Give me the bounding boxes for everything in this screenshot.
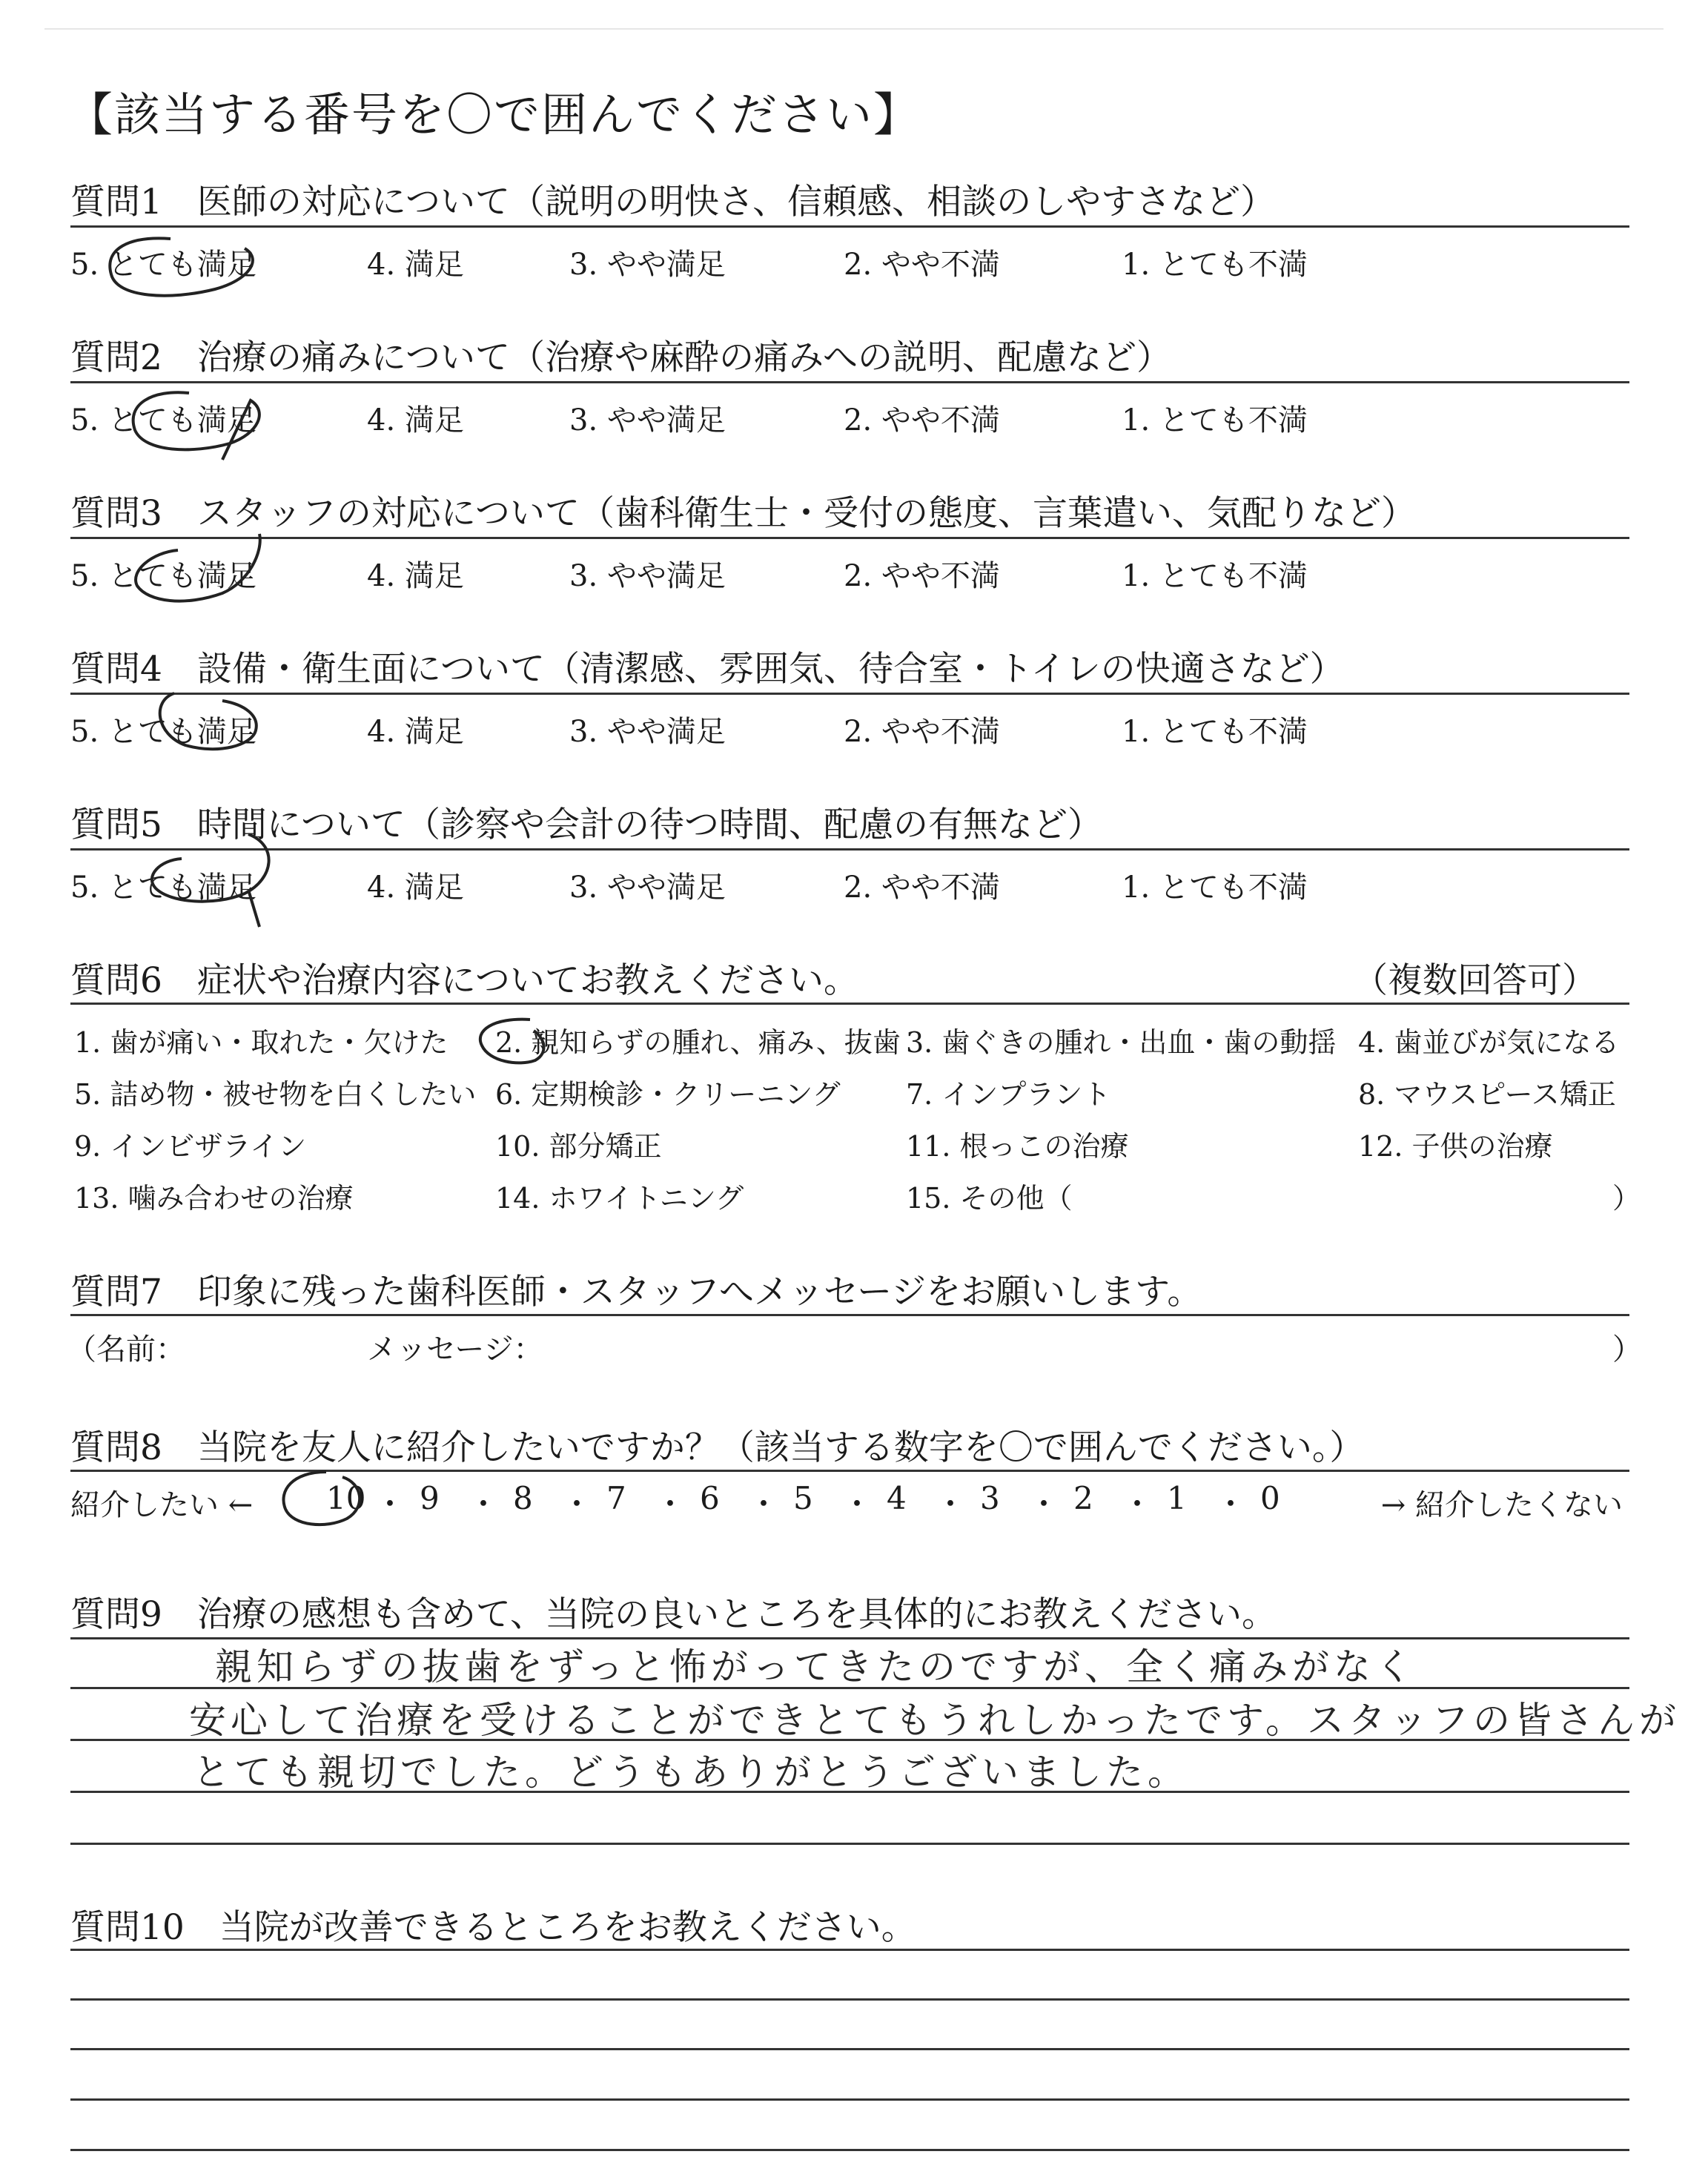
q5-option-1[interactable]: 1. とても不満 [1122,871,1308,905]
q4-option-3[interactable]: 3. やや満足 [569,715,726,749]
question-1-rule [70,225,1629,228]
q6-item-14[interactable]: 14. ホワイトニング [495,1182,744,1215]
question-8-rule [70,1470,1629,1472]
q8-scale-separator: ・ [374,1486,406,1522]
q2-option-4[interactable]: 4. 満足 [367,403,464,437]
question-4-rule [70,693,1629,695]
q8-left-label: 紹介したい ← [70,1488,254,1522]
q4-option-2[interactable]: 2. やや不満 [844,715,1000,749]
q7-name-label: （名前： [67,1332,185,1367]
question-10-rule-3 [70,2048,1629,2050]
q6-item-3[interactable]: 3. 歯ぐきの腫れ・出血・歯の動揺 [906,1026,1337,1059]
q8-scale-7[interactable]: 7 [606,1480,626,1516]
q3-option-1[interactable]: 1. とても不満 [1122,559,1308,593]
q6-item-2[interactable]: 2. 親知らずの腫れ、痛み、抜歯 [495,1026,901,1059]
q1-option-5[interactable]: 5. とても満足 [70,248,256,282]
question-5-title: 質問5 時間について（診察や会計の待つ時間、配慮の有無など） [70,805,1102,845]
q8-scale-1[interactable]: 1 [1167,1480,1187,1516]
question-10-rule-4 [70,2098,1629,2101]
question-10-rule-5 [70,2149,1629,2151]
q1-option-4[interactable]: 4. 満足 [367,248,464,282]
q8-scale-separator: ・ [748,1486,780,1522]
q9-answer-line-1: 親知らずの抜歯をずっと怖がってきたのですが、全く痛みがなく [215,1645,1417,1688]
q2-option-2[interactable]: 2. やや不満 [844,403,1000,437]
q6-item-7[interactable]: 7. インプラント [906,1078,1111,1111]
q6-item-15[interactable]: 15. その他（ [906,1182,1073,1215]
q8-scale-6[interactable]: 6 [700,1480,720,1516]
question-1-title: 質問1 医師の対応について（説明の明快さ、信頼感、相談のしやすさなど） [70,182,1276,222]
q8-scale-separator: ・ [561,1486,593,1522]
question-8-title: 質問8 当院を友人に紹介したいですか？（該当する数字を〇で囲んでください。） [70,1427,1365,1468]
question-9-title: 質問9 治療の感想も含めて、当院の良いところを具体的にお教えください。 [70,1594,1277,1635]
q8-scale-separator: ・ [935,1486,967,1522]
q8-scale-8[interactable]: 8 [513,1480,533,1516]
q5-option-5[interactable]: 5. とても満足 [70,871,256,905]
page-top-edge [44,28,1664,30]
q3-option-5[interactable]: 5. とても満足 [70,559,256,593]
q1-option-3[interactable]: 3. やや満足 [569,248,726,282]
q8-scale-2[interactable]: 2 [1073,1480,1093,1516]
q8-scale-separator: ・ [841,1486,873,1522]
question-3-title: 質問3 スタッフの対応について（歯科衛生士・受付の態度、言葉遣い、気配りなど） [70,493,1416,534]
q8-right-label: → 紹介したくない [1380,1488,1623,1522]
q8-scale-4[interactable]: 4 [887,1480,907,1516]
question-5-rule [70,848,1629,851]
q6-item-9[interactable]: 9. インビザライン [74,1130,307,1163]
question-10-rule-2 [70,1998,1629,2001]
q9-answer-line-2: 安心して治療を受けることができとてもうれしかったです。スタッフの皆さんが [189,1699,1681,1742]
q6-item-6[interactable]: 6. 定期検診・クリーニング [495,1078,841,1111]
q8-scale-10[interactable]: 10 [326,1480,366,1516]
q6-item-11[interactable]: 11. 根っこの治療 [906,1130,1129,1163]
q6-item-8[interactable]: 8. マウスピース矯正 [1358,1078,1616,1111]
question-6-rule [70,1003,1629,1005]
q8-scale-3[interactable]: 3 [980,1480,1000,1516]
q6-item-5[interactable]: 5. 詰め物・被せ物を白くしたい [74,1078,477,1111]
q8-scale-0[interactable]: 0 [1260,1480,1280,1516]
q6-item-15-close: ） [1612,1182,1641,1215]
q8-scale-9[interactable]: 9 [420,1480,440,1516]
q4-option-1[interactable]: 1. とても不満 [1122,715,1308,749]
q8-scale-separator: ・ [1028,1486,1060,1522]
q2-option-1[interactable]: 1. とても不満 [1122,403,1308,437]
question-9-rule-5 [70,1843,1629,1845]
q2-option-5[interactable]: 5. とても満足 [70,403,256,437]
question-10-rule-1 [70,1949,1629,1951]
q3-option-3[interactable]: 3. やや満足 [569,559,726,593]
q5-option-3[interactable]: 3. やや満足 [569,871,726,905]
q8-scale-separator: ・ [655,1486,686,1522]
question-2-rule [70,381,1629,383]
q8-scale-5[interactable]: 5 [793,1480,813,1516]
q1-option-1[interactable]: 1. とても不満 [1122,248,1308,282]
q7-message-label: メッセージ： [367,1332,543,1367]
question-6-note: （複数回答可） [1353,960,1597,1001]
q6-item-12[interactable]: 12. 子供の治療 [1358,1130,1553,1163]
q5-option-4[interactable]: 4. 満足 [367,871,464,905]
question-7-title: 質問7 印象に残った歯科医師・スタッフへメッセージをお願いします。 [70,1272,1202,1312]
q6-item-1[interactable]: 1. 歯が痛い・取れた・欠けた [74,1026,448,1059]
q3-option-4[interactable]: 4. 満足 [367,559,464,593]
question-7-rule [70,1314,1629,1316]
q4-option-4[interactable]: 4. 満足 [367,715,464,749]
question-2-title: 質問2 治療の痛みについて（治療や麻酔の痛みへの説明、配慮など） [70,337,1172,378]
question-6-title: 質問6 症状や治療内容についてお教えください。 [70,960,858,1001]
q6-item-10[interactable]: 10. 部分矯正 [495,1130,662,1163]
q3-option-2[interactable]: 2. やや不満 [844,559,1000,593]
q8-scale-separator: ・ [1122,1486,1153,1522]
question-3-rule [70,537,1629,539]
q5-option-2[interactable]: 2. やや不満 [844,871,1000,905]
q6-item-13[interactable]: 13. 噛み合わせの治療 [74,1182,354,1215]
q6-item-4[interactable]: 4. 歯並びが気になる [1358,1026,1620,1059]
q9-answer-line-3: とても親切でした。どうもありがとうございました。 [193,1751,1189,1794]
q2-option-3[interactable]: 3. やや満足 [569,403,726,437]
q8-scale-separator: ・ [468,1486,500,1522]
instruction-header: 【該当する番号を〇で囲んでください】 [67,87,921,142]
q7-close-paren: ） [1612,1332,1642,1367]
q1-option-2[interactable]: 2. やや不満 [844,248,1000,282]
question-4-title: 質問4 設備・衛生面について（清潔感、雰囲気、待合室・トイレの快適さなど） [70,649,1345,690]
question-10-title: 質問10 当院が改善できるところをお教えください。 [70,1907,916,1948]
q4-option-5[interactable]: 5. とても満足 [70,715,256,749]
q8-scale-separator: ・ [1215,1486,1247,1522]
